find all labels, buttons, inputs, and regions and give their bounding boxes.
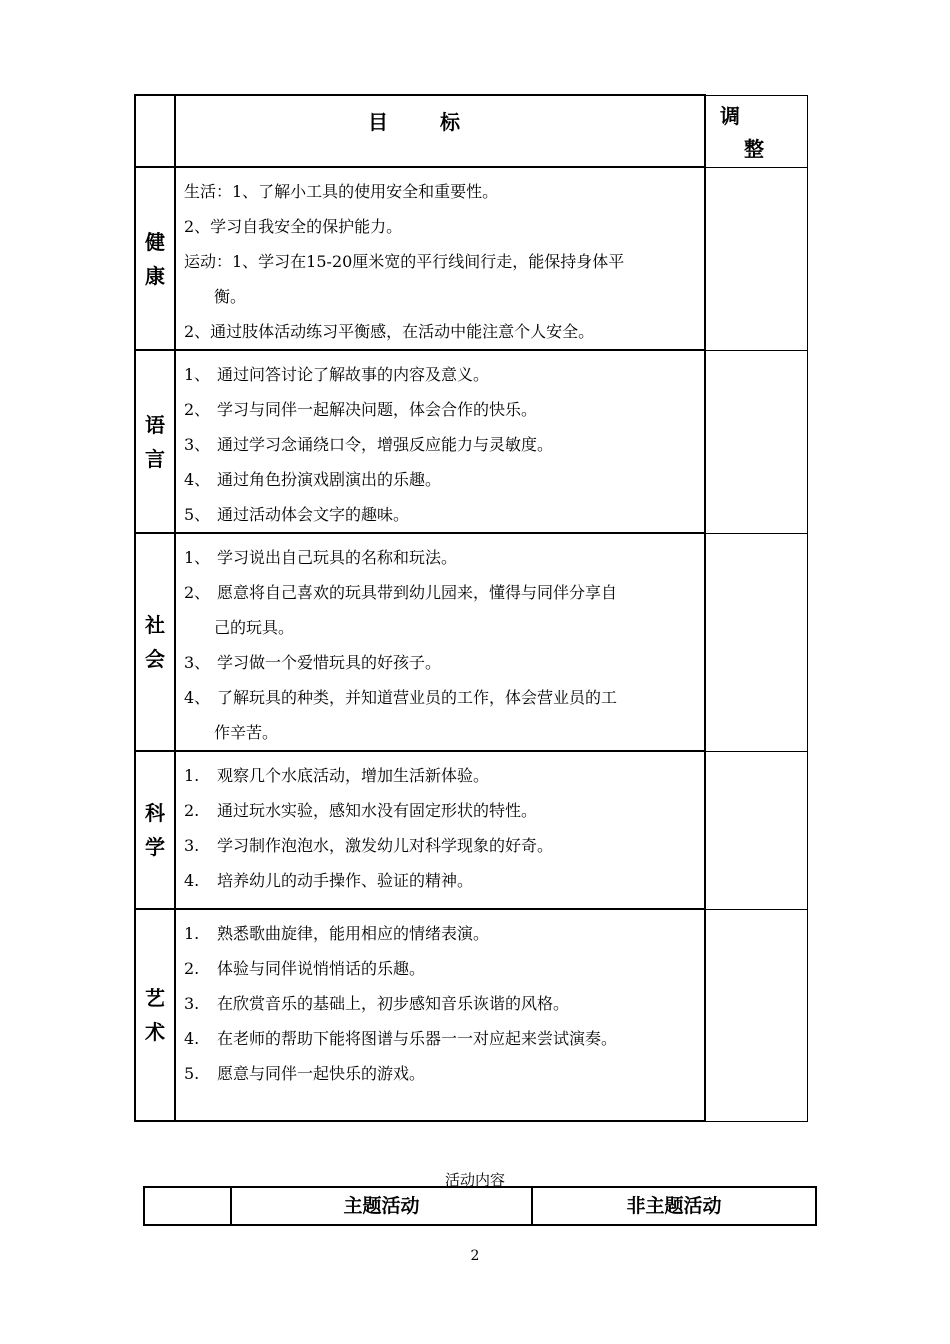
adjust-cell — [705, 751, 807, 909]
goal-line: 3、 学习做一个爱惜玩具的好孩子。 — [184, 653, 442, 672]
goal-line: 运动：1、学习在15-20厘米宽的平行线间行走，能保持身体平 — [184, 252, 625, 271]
goals-society — [175, 533, 705, 751]
goal-line: 1、 通过问答讨论了解故事的内容及意义。 — [184, 365, 490, 384]
table-row-health — [135, 167, 807, 350]
table-header-row — [135, 95, 807, 167]
goal-line: 2. 体验与同伴说悄悄话的乐趣。 — [184, 959, 426, 978]
adjust-cell — [705, 167, 807, 350]
adjust-cell — [705, 533, 807, 751]
subject-art: 艺 术 — [135, 909, 175, 1121]
goals-art — [175, 909, 705, 1121]
activity-col-theme: 主题活动 — [231, 1187, 532, 1225]
goals-science — [175, 751, 705, 909]
goal-line: 3、 通过学习念诵绕口令，增强反应能力与灵敏度。 — [184, 435, 554, 454]
activity-col-non-theme: 非主题活动 — [532, 1187, 816, 1225]
goal-line: 3. 学习制作泡泡水，激发幼儿对科学现象的好奇。 — [184, 836, 554, 855]
goals-health — [175, 167, 705, 350]
subject-society: 社 会 — [135, 533, 175, 751]
table-row-society — [135, 533, 807, 751]
goal-line: 2. 通过玩水实验，感知水没有固定形状的特性。 — [184, 801, 538, 820]
table-row-science — [135, 751, 807, 909]
header-adjust-char-2: 整 — [744, 136, 764, 161]
header-subject-cell — [135, 95, 175, 167]
goal-line: 1. 熟悉歌曲旋律，能用相应的情绪表演。 — [184, 924, 490, 943]
goal-line: 4、 通过角色扮演戏剧演出的乐趣。 — [184, 470, 442, 489]
goal-line: 己的玩具。 — [214, 618, 295, 637]
goal-line: 4. 在老师的帮助下能将图谱与乐器一一对应起来尝试演奏。 — [184, 1029, 618, 1048]
subject-health: 健 康 — [135, 167, 175, 350]
table-row-language — [135, 350, 807, 533]
goal-line: 2、学习自我安全的保护能力。 — [184, 217, 403, 236]
page-number: 2 — [470, 1248, 480, 1264]
goal-line: 作辛苦。 — [214, 723, 279, 742]
goals-table — [134, 94, 806, 1103]
goal-line: 2、 愿意将自己喜欢的玩具带到幼儿园来，懂得与同伴分享自 — [184, 583, 618, 602]
goal-line: 4、 了解玩具的种类，并知道营业员的工作，体会营业员的工 — [184, 688, 618, 707]
subject-language: 语 言 — [135, 350, 175, 533]
adjust-cell — [705, 350, 807, 533]
activity-col-blank — [144, 1187, 231, 1225]
activity-caption: 活动内容 — [444, 1171, 505, 1189]
goal-line: 衡。 — [214, 287, 247, 306]
adjust-cell — [705, 909, 807, 1121]
activity-table — [143, 1186, 815, 1226]
subject-science: 科 学 — [135, 751, 175, 909]
header-goal: 目标 — [175, 95, 705, 167]
goals-language — [175, 350, 705, 533]
goal-line: 2、通过肢体活动练习平衡感，在活动中能注意个人安全。 — [184, 322, 595, 341]
goal-line: 1. 观察几个水底活动，增加生活新体验。 — [184, 766, 490, 785]
goal-line: 生活：1、了解小工具的使用安全和重要性。 — [184, 182, 499, 201]
table-row-art — [135, 909, 807, 1121]
goal-line: 5. 愿意与同伴一起快乐的游戏。 — [184, 1064, 426, 1083]
goal-line: 3. 在欣赏音乐的基础上，初步感知音乐诙谐的风格。 — [184, 994, 570, 1013]
goal-line: 4. 培养幼儿的动手操作、验证的精神。 — [184, 871, 474, 890]
header-adjust — [705, 95, 807, 167]
goal-line: 5、 通过活动体会文字的趣味。 — [184, 505, 410, 524]
goal-line: 2、 学习与同伴一起解决问题，体会合作的快乐。 — [184, 400, 538, 419]
goal-line: 1、 学习说出自己玩具的名称和玩法。 — [184, 548, 458, 567]
header-adjust-char-1: 调 — [720, 103, 740, 128]
